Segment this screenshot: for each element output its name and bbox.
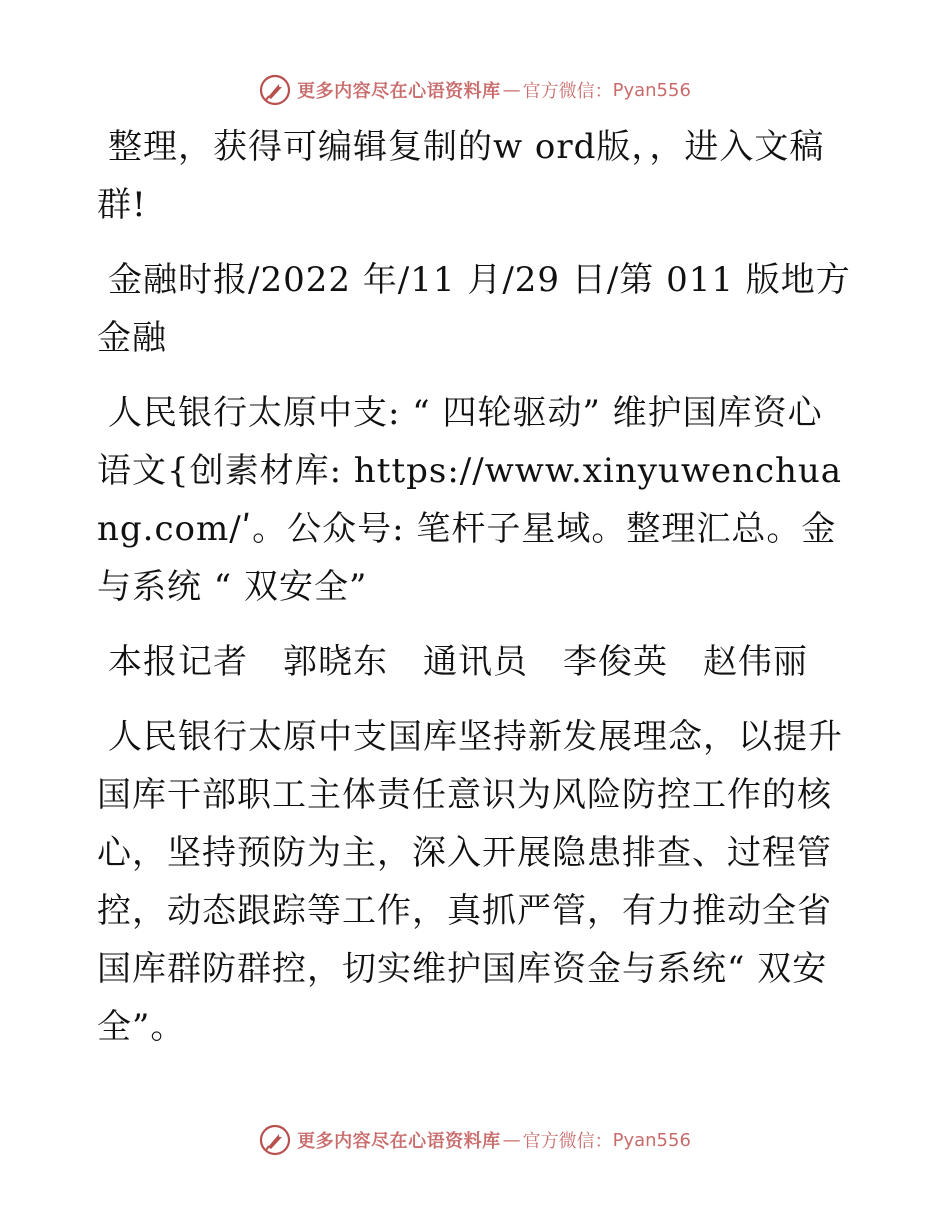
banner-contact-value: Pyan556 [612, 79, 691, 101]
document-paragraph-source: 金融时报/2022 年/11 月/29 日/第 011 版地方金融 [97, 260, 851, 358]
banner-brand-text: 更多内容尽在心语资料库 [297, 1131, 501, 1152]
document-paragraph-intro: 整理，获得可编辑复制的w ord版，，进入文稿群! [97, 127, 825, 225]
header-watermark-banner [0, 70, 950, 110]
document-paragraph-byline: 本报记者 郭晓东 通讯员 李俊英 赵伟丽 [108, 642, 808, 682]
banner-contact-label: 官方微信： [522, 81, 613, 102]
banner-contact-value: Pyan556 [612, 1129, 691, 1151]
banner-dash: — [502, 79, 521, 101]
pen-nib-logo-icon [259, 74, 291, 106]
pen-nib-logo-icon [259, 1124, 291, 1156]
footer-watermark-banner [0, 1120, 950, 1160]
banner-contact-label: 官方微信： [522, 1131, 613, 1152]
banner-dash: — [502, 1129, 521, 1151]
banner-brand-text: 更多内容尽在心语资料库 [297, 81, 501, 102]
document-paragraph-headline: 人民银行太原中支: “ 四轮驱动” 维护国库资心语文{创素材库: https://www.xinyuwenchuang.com/ʹ。公众号: 笔杆子星域。整理汇总。金与系统 “ 双安全” [97, 393, 843, 607]
document-paragraph-body: 人民银行太原中支国库坚持新发展理念，以提升国库干部职工主体责任意识为风险防控工作的核心，坚持预防为主，深入开展隐患排查、过程管控，动态跟踪等工作，真抓严管，有力推动全省国库群防群控，切实维护国库资金与系统“ 双安全”。 [97, 717, 843, 1047]
document-body [97, 118, 857, 1073]
